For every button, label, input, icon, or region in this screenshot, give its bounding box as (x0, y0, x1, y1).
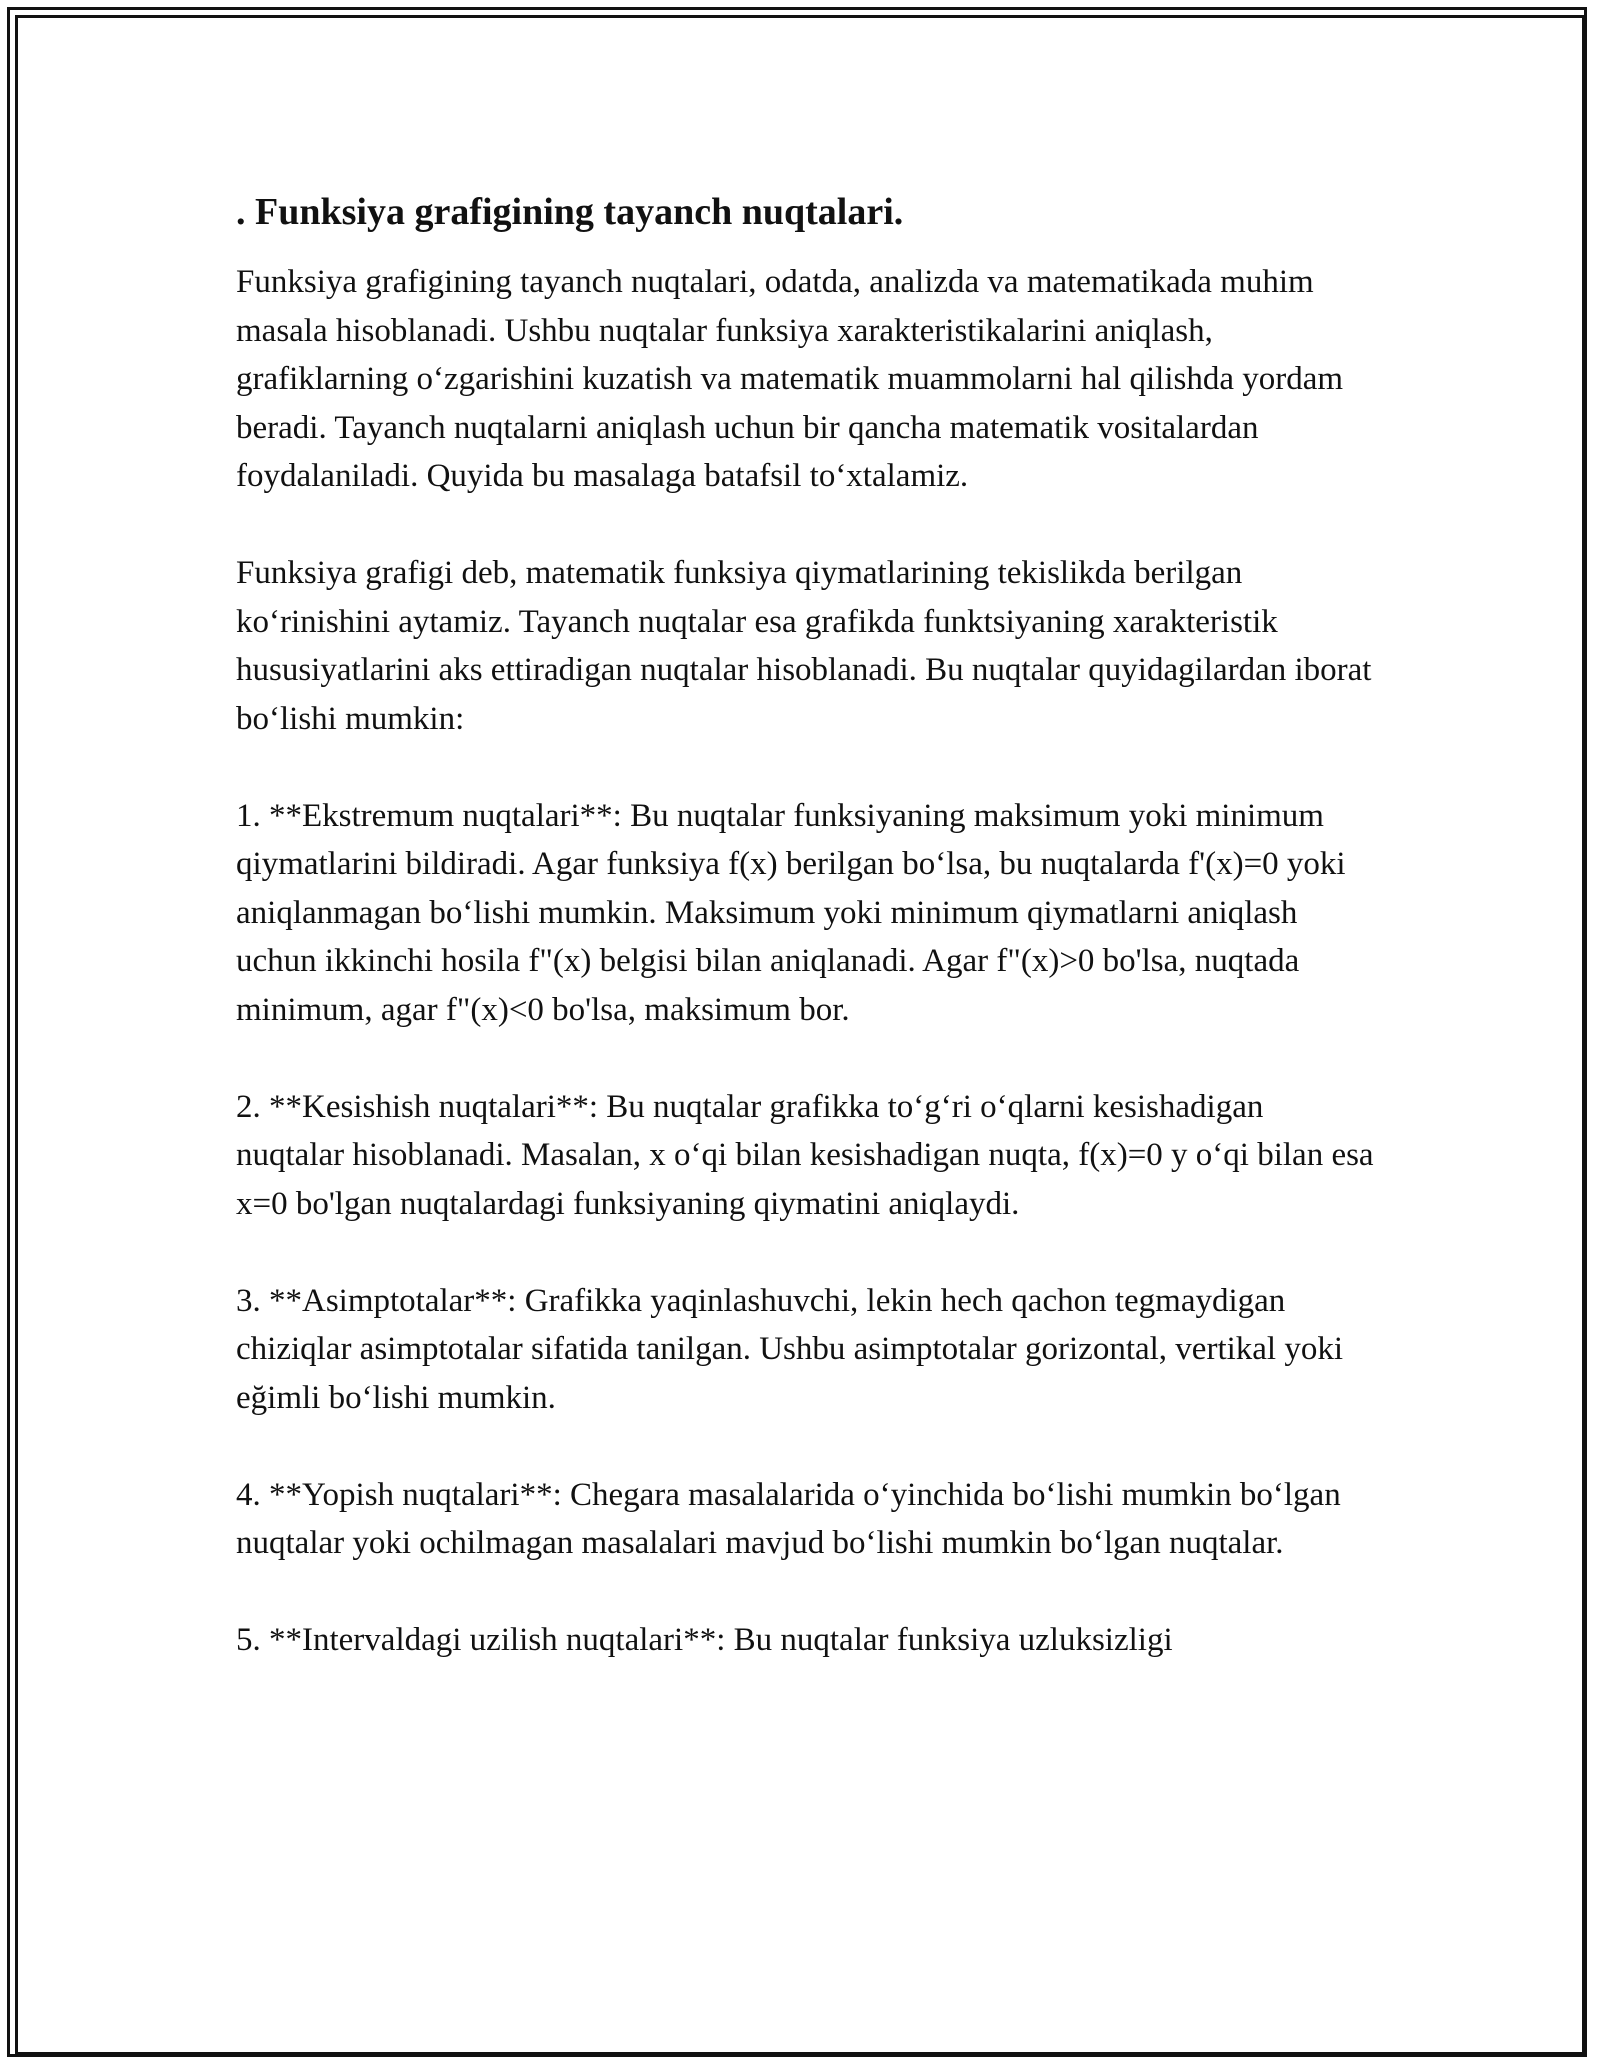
list-item-discontinuity: 5. **Intervaldagi uzilish nuqtalari**: Bu nuqtalar funksiya uzluksizligi (236, 1622, 1173, 1658)
list-item-asymptotes: 3. **Asimptotalar**: Grafikka yaqinlashuvchi, lekin hech qachon tegmaydigan chiziqlar asimptotalar sifatida tanilgan. Ushbu asimptotalar gorizontal, vertikal yoki eğimli boʻlishi mumkin. (236, 1282, 1344, 1416)
paragraph-definition: Funksiya grafigi deb, matematik funksiya qiymatlarining tekislikda berilgan koʻrinishini aytamiz. Tayanch nuqtalar esa grafikda funktsiyaning xarakteristik hususiyatlarini aks ettiradigan nuqtalar hisoblanadi. Bu nuqtalar quyidagilardan iborat boʻlishi mumkin: (236, 555, 1372, 737)
list-item-closure-points: 4. **Yopish nuqtalari**: Chegara masalalarida oʻyinchida boʻlishi mumkin boʻlgan nuqtalar yoki ochilmagan masalalari mavjud boʻlishi mumkin boʻlgan nuqtalar. (236, 1476, 1341, 1561)
list-item-intersection: 2. **Kesishish nuqtalari**: Bu nuqtalar grafikka toʻgʻri oʻqlarni kesishadigan nuqtalar hisoblanadi. Masalan, x oʻqi bilan kesishadigan nuqta, f(x)=0 y oʻqi bilan esa x=0 bo'lgan nuqtalardagi funksiyaning qiymatini aniqlaydi. (236, 1088, 1374, 1222)
document-title: . Funksiya grafigining tayanch nuqtalari. (236, 191, 904, 233)
list-item-extremum: 1. **Ekstremum nuqtalari**: Bu nuqtalar funksiyaning maksimum yoki minimum qiymatlarini bildiradi. Agar funksiya f(x) berilgan boʻlsa, bu nuqtalarda f'(x)=0 yoki aniqlanmagan boʻlishi mumkin. Maksimum yoki minimum qiymatlarni aniqlash uchun ikkinchi hosila f"(x) belgisi bilan aniqlanadi. Agar f"(x)>0 bo'lsa, nuqtada minimum, agar f"(x)<0 bo'lsa, maksimum bor. (236, 797, 1346, 1028)
document-body (236, 188, 1376, 1665)
paragraph-intro: Funksiya grafigining tayanch nuqtalari, odatda, analizda va matematikada muhim masala hisoblanadi. Ushbu nuqtalar funksiya xarakteristikalarini aniqlash, grafiklarning oʻzgarishini kuzatish va matematik muammolarni hal qilishda yordam beradi. Tayanch nuqtalarni aniqlash uchun bir qancha matematik vositalardan foydalaniladi. Quyida bu masalaga batafsil toʻxtalamiz. (236, 264, 1344, 494)
